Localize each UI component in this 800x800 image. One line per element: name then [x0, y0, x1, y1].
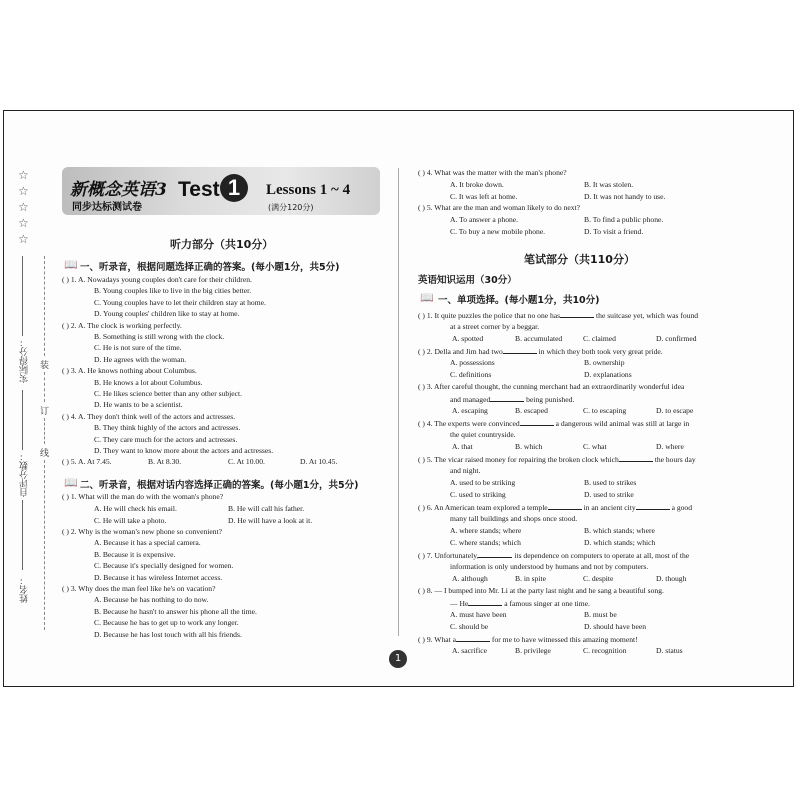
question-continuation — [450, 514, 577, 524]
page-number: 1 — [389, 650, 407, 668]
option: B. He knows a lot about Columbus. — [94, 377, 203, 387]
question-text: the hours day — [652, 455, 696, 464]
question-text: its dependence on computers to operate at all, most of the — [512, 551, 690, 560]
option: B. privilege — [515, 646, 551, 655]
answer-blank[interactable] — [548, 502, 582, 510]
brand-subtitle: 同步达标测试卷 — [72, 202, 142, 213]
self-score-label: 自评分数： — [20, 452, 30, 497]
star-icon: ☆ — [18, 184, 29, 198]
option: A. Because he has nothing to do now. — [94, 595, 209, 605]
question-text: ( ) 1. It quite puzzles the police that no one has — [418, 311, 561, 320]
listening-title: 听力部分（共10分） — [170, 238, 274, 251]
question-text: a good — [669, 503, 693, 512]
question-line — [418, 310, 698, 321]
option: C. Because he has to get up to work any longer. — [94, 618, 239, 628]
option: C. definitions — [450, 370, 492, 379]
option: C. recognition — [583, 646, 627, 655]
written-title: 笔试部分（共110分） — [524, 253, 635, 266]
question-line — [418, 586, 664, 596]
question-text: and managed — [450, 395, 491, 404]
star-icon: ☆ — [18, 200, 29, 214]
answer-blank[interactable] — [636, 502, 670, 510]
option: B. Because he hasn't to answer his phone all the time. — [94, 606, 257, 616]
answer-blank[interactable] — [560, 310, 594, 318]
binding-line — [44, 256, 45, 356]
name-label: 姓名： — [20, 576, 30, 603]
answer-blank[interactable] — [520, 418, 554, 426]
question-text: in which they both took very great pride. — [536, 347, 663, 356]
option: B. in spite — [515, 574, 547, 583]
star-icon: ☆ — [18, 216, 29, 230]
question-text: many tall buildings and shops once stood. — [450, 514, 578, 523]
option: A. used to be striking — [450, 478, 516, 487]
answer-blank[interactable] — [619, 454, 653, 462]
option: D. It was not handy to use. — [584, 192, 666, 201]
question-continuation — [450, 562, 648, 572]
option: C. It was left at home. — [450, 192, 518, 201]
binding-line — [44, 372, 45, 402]
option: A. He will check his email. — [94, 504, 177, 513]
answer-blank[interactable] — [490, 394, 524, 402]
question-text: the suitcase yet, which was found — [594, 311, 699, 320]
option: B. Because it is expensive. — [94, 549, 176, 559]
question-line: ( ) 4. A. They don't think well of the actors and actresses. — [62, 411, 236, 421]
option: D. He wants to be a scientist. — [94, 400, 183, 410]
question-line: ( ) 3. A. He knows nothing about Columbus. — [62, 366, 197, 376]
option: B. At 8.30. — [148, 457, 182, 466]
option: B. which stands; where — [584, 526, 655, 535]
star-icon: ☆ — [18, 168, 29, 182]
option: D. Young couples' children like to stay at home. — [94, 309, 240, 319]
binding-line — [44, 460, 45, 630]
binding-line — [44, 418, 45, 444]
option: C. To buy a new mobile phone. — [450, 227, 546, 236]
question-text: for me to have witnessed this amazing moment! — [490, 635, 638, 644]
question-line: ( ) 5. A. At 7.45. — [62, 457, 112, 466]
option: B. accumulated — [515, 334, 563, 343]
question-text: being punished. — [524, 395, 575, 404]
option: A. where stands; where — [450, 526, 522, 535]
option: A. Because it has a special camera. — [94, 538, 201, 548]
option: D. to escape — [656, 406, 694, 415]
option: A. although — [452, 574, 488, 583]
option: B. used to strikes — [584, 478, 637, 487]
answer-blank[interactable] — [503, 346, 537, 354]
question-line — [418, 346, 663, 357]
option: D. Because it has wireless Internet access. — [94, 572, 223, 582]
option: B. which — [515, 442, 543, 451]
question-line: ( ) 3. Why does the man feel like he's on vacation? — [62, 584, 216, 593]
question-continuation — [450, 430, 516, 440]
divider — [22, 256, 23, 336]
option: D. At 10.45. — [300, 457, 338, 466]
question-continuation — [450, 322, 539, 332]
option: D. To visit a friend. — [584, 227, 644, 236]
option: D. though — [656, 574, 687, 583]
star-icon: ☆ — [18, 232, 29, 246]
option: B. must be — [584, 610, 617, 619]
question-text: ( ) 8. — I bumped into Mr. Li at the party last night and he sang a beautiful song. — [418, 586, 664, 595]
option: D. Because he has lost touch with all his friends. — [94, 629, 242, 639]
option: D. He agrees with the woman. — [94, 354, 187, 364]
answer-blank[interactable] — [478, 550, 512, 558]
book-icon: 📖 — [64, 258, 78, 271]
question-text: ( ) 4. The experts were convinced — [418, 419, 520, 428]
question-text: ( ) 5. The vicar raised money for repairing the broken clock which — [418, 455, 619, 464]
option: A. To answer a phone. — [450, 215, 519, 224]
question-line — [418, 418, 689, 429]
option: C. despite — [583, 574, 614, 583]
binding-char: 装 — [40, 361, 50, 371]
option: C. He is not sure of the time. — [94, 343, 182, 353]
option: A. possessions — [450, 358, 495, 367]
brand-title: 新概念英语3 — [70, 180, 167, 200]
question-text: at a street corner by a beggar. — [450, 322, 540, 331]
test-label: Test — [178, 178, 220, 201]
option: B. They think highly of the actors and actresses. — [94, 423, 241, 433]
option: C. They care much for the actors and actresses. — [94, 434, 238, 444]
question-text: a famous singer at one time. — [502, 599, 590, 608]
option: B. escaped — [515, 406, 548, 415]
question-line — [418, 634, 638, 645]
question-line: ( ) 2. A. The clock is working perfectly. — [62, 320, 182, 330]
option: C. At 10.00. — [228, 457, 265, 466]
option: C. claimed — [583, 334, 616, 343]
option: D. confirmed — [656, 334, 697, 343]
option: A. It broke down. — [450, 180, 504, 189]
actual-score-label: 实际得分： — [20, 338, 30, 383]
question-text: a dangerous wild animal was still at large in — [553, 419, 690, 428]
option: D. They want to know more about the actors and actresses. — [94, 446, 274, 455]
option: C. where stands; which — [450, 538, 521, 547]
question-continuation — [450, 598, 590, 609]
option: B. Something is still wrong with the clock. — [94, 332, 225, 341]
option: D. used to strike — [584, 490, 634, 499]
option: B. ownership — [584, 358, 625, 367]
question-line: ( ) 4. What was the matter with the man's phone? — [418, 168, 567, 177]
option: A. escaping — [452, 406, 488, 415]
divider — [22, 500, 23, 570]
option: D. which stands; which — [584, 538, 656, 547]
option: A. must have been — [450, 610, 507, 619]
question-line: ( ) 1. What will the man do with the woman's phone? — [62, 492, 224, 501]
option: C. used to striking — [450, 490, 506, 499]
question-text: — He — [450, 599, 469, 608]
question-line: ( ) 5. What are the man and woman likely to do next? — [418, 203, 581, 212]
option: C. what — [583, 442, 607, 451]
option: A. spotted — [452, 334, 484, 343]
divider — [22, 390, 23, 450]
option: C. He likes science better than any other subject. — [94, 389, 243, 398]
option: C. should be — [450, 622, 489, 631]
option: A. that — [452, 442, 473, 451]
full-score: (满分120分) — [268, 203, 314, 212]
question-line — [418, 382, 684, 392]
single-choice-heading: 一、单项选择。(每小题1分，共10分) — [438, 295, 600, 306]
question-line — [418, 502, 692, 513]
option: B. Young couples like to live in the big cities better. — [94, 286, 252, 296]
question-line — [418, 550, 689, 561]
question-line: ( ) 2. Why is the woman's new phone so convenient? — [62, 527, 223, 536]
option: D. He will have a look at it. — [228, 516, 313, 525]
question-text: the quiet countryside. — [450, 430, 516, 439]
question-continuation — [450, 466, 480, 476]
option: B. It was stolen. — [584, 180, 634, 189]
question-line: ( ) 1. A. Nowadays young couples don't care for their children. — [62, 275, 252, 284]
binding-char: 订 — [40, 407, 50, 417]
option: A. sacrifice — [452, 646, 487, 655]
question-text: ( ) 2. Della and Jim had two — [418, 347, 503, 356]
binding-char: 线 — [40, 449, 50, 459]
question-text: and night. — [450, 466, 481, 475]
lessons-range: Lessons 1 ~ 4 — [266, 182, 351, 198]
question-text: ( ) 7. Unfortunately, — [418, 551, 479, 560]
answer-blank[interactable] — [468, 598, 502, 606]
book-icon: 📖 — [64, 476, 78, 489]
option: D. explanations — [584, 370, 632, 379]
listening-part1-heading: 一、听录音，根据问题选择正确的答案。(每小题1分，共5分) — [80, 262, 340, 273]
option: D. should have been — [584, 622, 646, 631]
column-divider — [398, 168, 399, 636]
option: C. Because it's specially designed for women. — [94, 561, 234, 571]
test-number-badge: 1 — [220, 174, 248, 202]
option: B. To find a public phone. — [584, 215, 664, 224]
question-text: in an ancient city — [581, 503, 636, 512]
question-line — [418, 454, 696, 465]
option: D. status — [656, 646, 683, 655]
question-text: ( ) 3. After careful thought, the cunning merchant had an extraordinarily wonderful idea — [418, 382, 685, 391]
question-text: ( ) 9. What a — [418, 635, 457, 644]
question-continuation — [450, 394, 574, 405]
option: C. Young couples have to let their children stay at home. — [94, 297, 266, 307]
option: D. where — [656, 442, 684, 451]
option: B. He will call his father. — [228, 504, 305, 513]
listening-part2-heading: 二、听录音，根据对话内容选择正确的答案。(每小题1分，共5分) — [80, 480, 359, 491]
book-icon: 📖 — [420, 291, 434, 304]
option: C. to escaping — [583, 406, 627, 415]
option: C. He will take a photo. — [94, 516, 167, 525]
question-text: ( ) 6. An American team explored a temple — [418, 503, 548, 512]
question-text: information is only understood by humans and not by computers. — [450, 562, 649, 571]
answer-blank[interactable] — [456, 634, 490, 642]
knowledge-title: 英语知识运用（30分） — [418, 275, 517, 286]
